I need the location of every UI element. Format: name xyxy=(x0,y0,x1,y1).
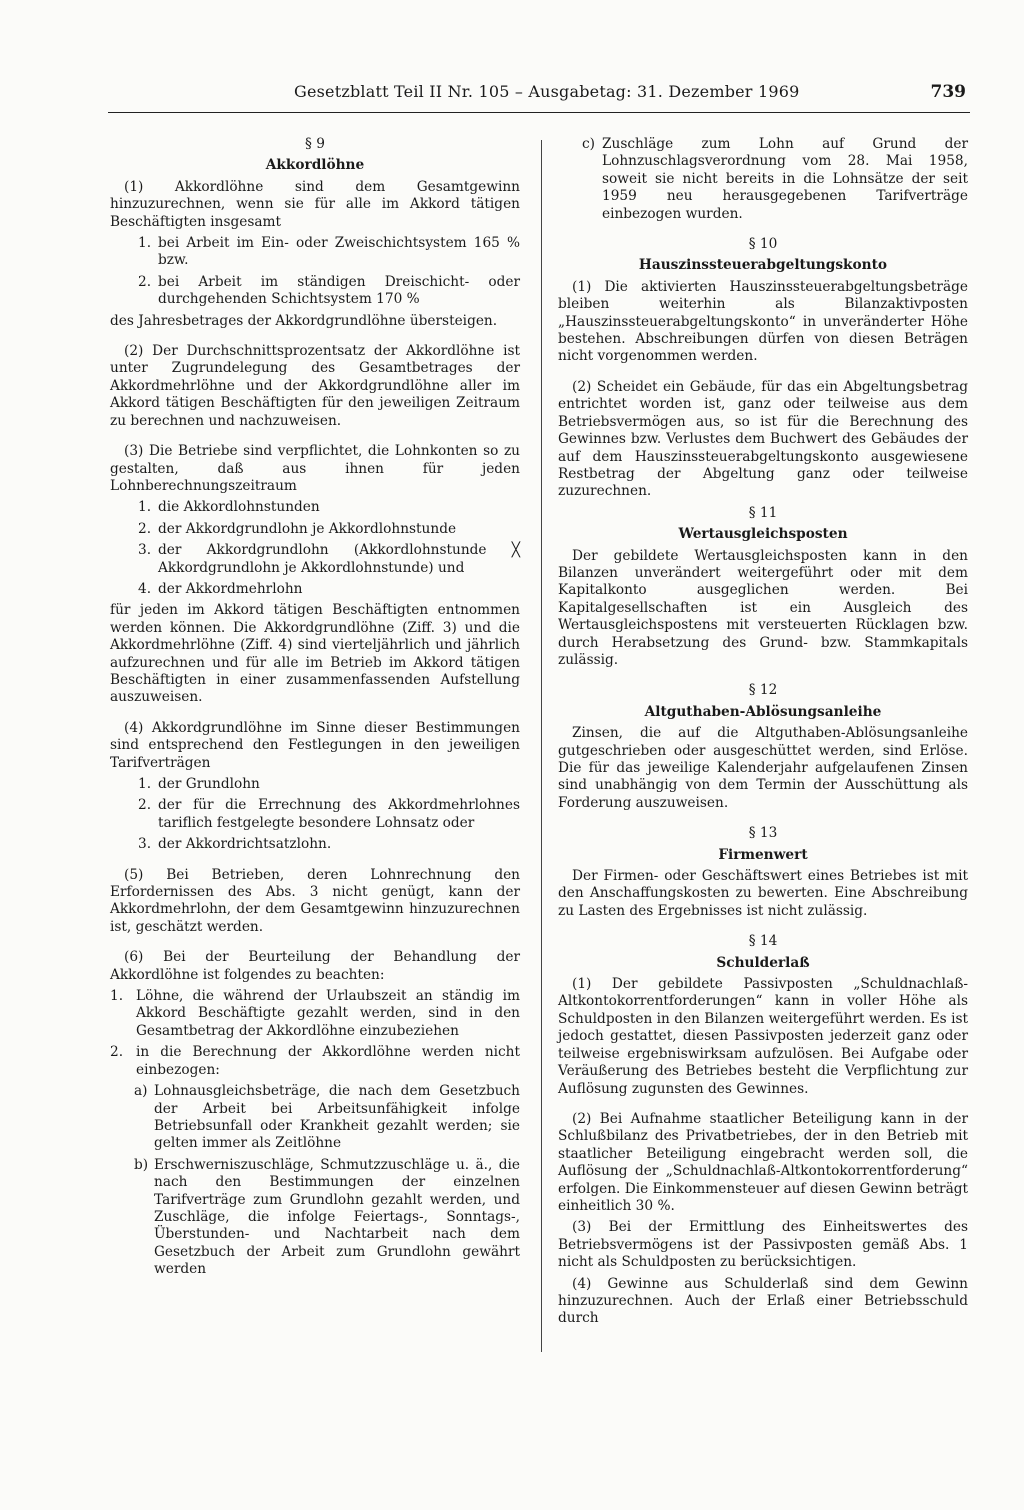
right-column xyxy=(558,136,968,1328)
section-heading-akkordloehne: Akkordlöhne xyxy=(265,157,365,174)
paragraph: (2) Der Durchschnittsprozentsatz der Akkordlöhne ist unter Zugrundelegung des Gesamtbetrages der Akkordmehrlöhne und der Akkordgrundlöhne aller im Akkord tätigen Beschäftigten für den jeweiligen Zeitraum zu berechnen und nachzuweisen. xyxy=(110,343,520,429)
list-number: 1. xyxy=(138,499,152,516)
list-number: 1. xyxy=(138,235,152,252)
list-item xyxy=(110,797,520,832)
list-number: 2. xyxy=(138,520,152,537)
section-number-10: § 10 xyxy=(748,236,778,253)
list-item xyxy=(110,1157,520,1279)
paragraph: (2) Scheidet ein Gebäude, für das ein Abgeltungsbetrag entrichtet worden ist, ganz oder teilweise aus dem Betriebsvermögen aus, so ist für die Berechnung des Gewinnes bzw. Verlustes dem Buchwert des Gebäudes der auf dem Hauszinssteuerabgeltungskonto ausgewiesene Restbetrag der Abgeltung ganz oder teilweise zuzurechnen. xyxy=(558,378,968,500)
list-item xyxy=(110,235,520,270)
paragraph: (1) Die aktivierten Hauszinssteuerabgeltungsbeträge bleiben weiterhin als Bilanzaktivposten „Hauszinssteuerabgeltungskonto“ in unveränderter Höhe bestehen. Abschreibungen dürfen von diesen Beträgen nicht vorgenommen werden. xyxy=(558,278,968,365)
list-item xyxy=(110,499,520,516)
list-item xyxy=(110,836,520,853)
list-item xyxy=(110,776,520,793)
list-item xyxy=(110,274,520,309)
list-item xyxy=(110,1083,520,1153)
list-number: 4. xyxy=(138,580,152,597)
list-number: 2. xyxy=(138,273,152,290)
paragraph: des Jahresbetrages der Akkordgrundlöhne übersteigen. xyxy=(110,312,498,329)
list-number: 3. xyxy=(138,542,152,559)
section-heading-hauszinssteuer: Hauszinssteuerabgeltungskonto xyxy=(638,257,888,274)
list-number: 1. xyxy=(138,776,152,792)
list-text: bei Arbeit im ständigen Dreischicht- oder durchgehenden Schichtsystem 170 % xyxy=(158,273,520,308)
paragraph: (4) Gewinne aus Schulderlaß sind dem Gewinn hinzuzurechnen. Auch der Erlaß einer Betriebsschuld durch xyxy=(558,1275,968,1327)
page-number: 739 xyxy=(930,82,966,102)
list-number: 3. xyxy=(138,836,152,853)
paragraph: Der gebildete Wertausgleichsposten kann in den Bilanzen unverändert weitergeführt oder mit dem Kapitalkonto ausgeglichen werden. Bei Kapitalgesellschaften ist ein Ausgleich des Wertausgleichspostens mit versteuerten Rücklagen bzw. durch Herabsetzung des Grund- bzw. Stammkapitals zulässig. xyxy=(558,547,968,668)
list-text: der Akkordrichtsatzlohn. xyxy=(158,836,332,853)
list-item xyxy=(110,542,520,577)
list-number: b) xyxy=(134,1156,149,1173)
paragraph: (1) Der gebildete Passivposten „Schuldnachlaß-Altkontokorrentforderungen“ kann in voller Höhe als Schuldposten in den Bilanzen weitergeführt werden. Es ist jedoch gestattet, diesen Passivposten jederzeit ganz oder teilweise ergebniswirksam aufzulösen. Bei Aufgabe oder Veräußerung des Betriebes besteht die Verpflichtung zur Auflösung zugunsten des Gewinnes. xyxy=(558,976,968,1097)
section-number-13: § 13 xyxy=(748,825,778,842)
list-text: der Akkordmehrlohn xyxy=(158,580,303,597)
list-text: Lohnausgleichsbeträge, die nach dem Gesetzbuch der Arbeit bei Arbeitsunfähigkeit infolge Betriebsunfall oder Krankheit gezahlt werden; sie gelten immer als Zeitlöhne xyxy=(154,1083,520,1152)
paragraph: (5) Bei Betrieben, deren Lohnrechnung den Erfordernissen des Abs. 3 nicht genügt, kann der Akkordmehrlohn, der dem Gesamtgewinn hinzuzurechnen ist, geschätzt werden. xyxy=(110,866,520,935)
header-title: Gesetzblatt Teil II Nr. 105 – Ausgabetag: 31. Dezember 1969 xyxy=(294,82,800,101)
paragraph: Zinsen, die auf die Altguthaben-Ablösungsanleihe gutgeschrieben oder ausgeschüttet werden, sind Erlöse. Die für das jeweilige Kalenderjahr aufgelaufenen Zinsen sind unabhängig von dem Termin der Ausschüttung als Forderung auszuweisen. xyxy=(558,725,968,811)
list-text: Löhne, die während der Urlaubszeit an ständig im Akkord Beschäftigte gezahlt werden, sind in den Gesamtbetrag der Akkordlöhne einzubeziehen xyxy=(136,988,520,1039)
list-number: a) xyxy=(134,1083,148,1100)
list-number: 2. xyxy=(138,797,152,814)
section-number-9: § 9 xyxy=(305,136,325,152)
list-text: der Akkordgrundlohn (Akkordlohnstunde ╳ Akkordgrundlohn je Akkordlohnstunde) und xyxy=(158,542,520,576)
section-heading-schulderlass: Schulderlaß xyxy=(716,954,810,971)
list-text: bei Arbeit im Ein- oder Zweischichtsystem 165 % bzw. xyxy=(158,235,520,269)
paragraph: (1) Akkordlöhne sind dem Gesamtgewinn hinzuzurechnen, wenn sie für alle im Akkord tätigen Beschäftigten insgesamt xyxy=(110,178,520,230)
section-number-14: § 14 xyxy=(748,933,778,950)
list-item xyxy=(110,521,520,538)
paragraph: für jeden im Akkord tätigen Beschäftigten entnommen werden können. Die Akkordgrundlöhne (Ziff. 3) und die Akkordmehrlöhne (Ziff. 4) sind vierteljährlich und jährlich aufzurechnen und für alle im Betrieb im Akkord tätigen Beschäftigten in einer zusammenfassenden Aufstellung auszuweisen. xyxy=(110,602,520,706)
list-number: 2. xyxy=(110,1044,124,1061)
page-header xyxy=(108,78,970,113)
list-text: der für die Errechnung des Akkordmehrlohnes tariflich festgelegte besondere Lohnsatz oder xyxy=(158,797,520,831)
paragraph: (6) Bei der Beurteilung der Behandlung der Akkordlöhne ist folgendes zu beachten: xyxy=(110,949,520,983)
paragraph: (2) Bei Aufnahme staatlicher Beteiligung kann in der Schlußbilanz des Privatbetriebes, der in den Betrieb mit staatlicher Beteiligung eingebracht werden soll, die Auflösung der „Schuldnachlaß-Altkontokorrentforderung“ erfolgen. Die Einkommensteuer auf diesen Gewinn beträgt einheitlich 30 %. xyxy=(558,1110,968,1214)
section-heading-altguthaben: Altguthaben-Ablösungsanleihe xyxy=(644,703,882,720)
list-number: 1. xyxy=(110,988,124,1005)
list-item xyxy=(558,136,968,223)
list-text: in die Berechnung der Akkordlöhne werden nicht einbezogen: xyxy=(136,1044,520,1078)
column-divider xyxy=(541,140,542,1352)
list-number: c) xyxy=(582,136,596,152)
list-item xyxy=(110,1044,520,1079)
list-item xyxy=(110,988,520,1040)
section-number-12: § 12 xyxy=(748,682,778,699)
paragraph: Der Firmen- oder Geschäftswert eines Betriebes ist mit den Anschaffungskosten zu bewerten. Eine Abschreibung zu Lasten des Ergebnisses ist nicht zulässig. xyxy=(558,868,968,919)
list-item xyxy=(110,581,520,598)
list-text: der Akkordgrundlohn je Akkordlohnstunde xyxy=(158,520,457,537)
left-column xyxy=(110,136,520,1279)
paragraph: (4) Akkordgrundlöhne im Sinne dieser Bestimmungen sind entsprechend den Festlegungen in den jeweiligen Tarifverträgen xyxy=(110,719,520,771)
section-heading-wertausgleich: Wertausgleichsposten xyxy=(678,526,848,543)
section-number-11: § 11 xyxy=(748,504,778,521)
section-heading-firmenwert: Firmenwert xyxy=(718,846,808,863)
paragraph: (3) Bei der Ermittlung des Einheitswertes des Betriebsvermögens ist der Passivposten gemäß Abs. 1 nicht als Schuldposten zu berücksichtigen. xyxy=(558,1219,968,1271)
paragraph: (3) Die Betriebe sind verpflichtet, die Lohnkonten so zu gestalten, daß aus ihnen für jeden Lohnberechnungszeitraum xyxy=(110,443,520,494)
list-text: Zuschläge zum Lohn auf Grund der Lohnzuschlagsverordnung vom 28. Mai 1958, soweit sie nicht bereits in die Lohnsätze der seit 1959 neu herausgegebenen Tarifverträge einbezogen wurden. xyxy=(602,136,968,222)
list-text: die Akkordlohnstunden xyxy=(158,499,320,516)
list-text: der Grundlohn xyxy=(158,776,260,792)
list-text: Erschwerniszuschläge, Schmutzzuschläge u. ä., die nach den Bestimmungen der einzelnen Tarifverträge zum Grundlohn gezahlt werden, und Zuschläge, die infolge Feiertags-, Sonntags-, Überstunden- und Nachtarbeit nach dem Gesetzbuch der Arbeit zum Grundlohn gewährt werden xyxy=(154,1156,520,1278)
